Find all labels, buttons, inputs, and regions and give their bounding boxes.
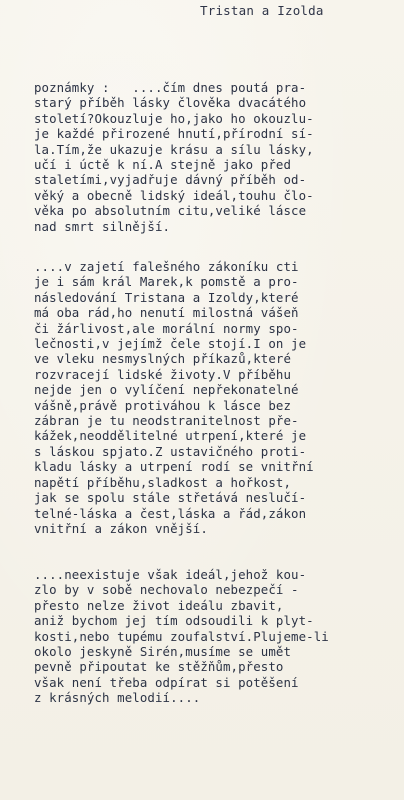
text-line: pevně připoutat ke stěžňům,přesto bbox=[34, 659, 284, 675]
text-line: okolo jeskyně Sirén,musíme se umět bbox=[34, 644, 292, 660]
paragraph-ideal bbox=[34, 567, 394, 706]
text-line: la.Tím,že ukazuje krásu a sílu lásky, bbox=[34, 141, 314, 157]
paragraph-notes-intro bbox=[34, 80, 394, 234]
text-line: zábran je tu neodstranitelnost pře- bbox=[34, 413, 299, 429]
text-line: věký a obecně lidský ideál,touhu člo- bbox=[34, 187, 314, 203]
text-line: ....neexistuje však ideál,jehož kou- bbox=[34, 567, 307, 582]
text-line: učí i úctě k ní.A stejně jako před bbox=[34, 157, 292, 173]
document-title: Tristan a Izolda bbox=[200, 3, 324, 18]
text-line: věka po absolutním citu,veliké lásce bbox=[34, 203, 307, 219]
text-line: přesto nelze život ideálu zbavit, bbox=[34, 597, 284, 613]
text-line: lečnosti,v jejímž čele stojí.I on je bbox=[34, 336, 307, 352]
text-line: staletími,vyjadřuje dávný příběh od- bbox=[34, 172, 307, 188]
text-line: kážek,neoddělitelné utrpení,které je bbox=[34, 428, 307, 444]
text-line: má oba rád,ho nenutí milostná vášeň bbox=[34, 305, 299, 321]
text-line: kladu lásky a utrpení rodí se vnitřní bbox=[34, 459, 314, 475]
text-line: rozvracejí lidské životy.V příběhu bbox=[34, 366, 292, 382]
text-line: kosti,nebo tupému zoufalství.Plujeme-li bbox=[34, 628, 329, 644]
text-line: ....v zajetí falešného zákoníku cti bbox=[34, 259, 299, 274]
text-line: však není třeba odpírat si potěšení bbox=[34, 674, 299, 690]
text-line: století?Okouzluje ho,jako ho okouzlu- bbox=[34, 110, 314, 126]
text-line: napětí příběhu,sladkost a hořkost, bbox=[34, 474, 292, 490]
text-line: zlo by v sobě nechovalo nebezpečí - bbox=[34, 582, 299, 598]
text-line: vášně,právě protiváhou k lásce bez bbox=[34, 397, 292, 413]
text-line: aniž bychom jej tím odsoudili k plyt- bbox=[34, 613, 314, 629]
text-line: s láskou spjato.Z ustavičného proti- bbox=[34, 443, 307, 459]
text-line: následování Tristana a Izoldy,které bbox=[34, 289, 299, 305]
text-line: vnitřní a zákon vnější. bbox=[34, 520, 208, 536]
text-line: poznámky : ....čím dnes poutá pra- bbox=[34, 80, 307, 95]
text-line: z krásných melodií.... bbox=[34, 690, 201, 706]
text-line: nad smrt silnější. bbox=[34, 218, 171, 234]
text-line: ve vleku nesmyslných příkazů,které bbox=[34, 351, 292, 367]
text-line: je i sám král Marek,k pomstě a pro- bbox=[34, 274, 299, 290]
text-line: starý příběh lásky člověka dvacátého bbox=[34, 95, 307, 111]
text-line: či žárlivost,ale morální normy spo- bbox=[34, 320, 299, 336]
text-line: jak se spolu stále střetává neslučí- bbox=[34, 490, 307, 506]
text-line: telné-láska a čest,láska a řád,zákon bbox=[34, 505, 307, 521]
text-line: nejde jen o vylíčení nepřekonatelné bbox=[34, 382, 299, 398]
paragraph-king-marek bbox=[34, 259, 394, 536]
text-line: je každé přirozené hnutí,přírodní sí- bbox=[34, 126, 314, 142]
